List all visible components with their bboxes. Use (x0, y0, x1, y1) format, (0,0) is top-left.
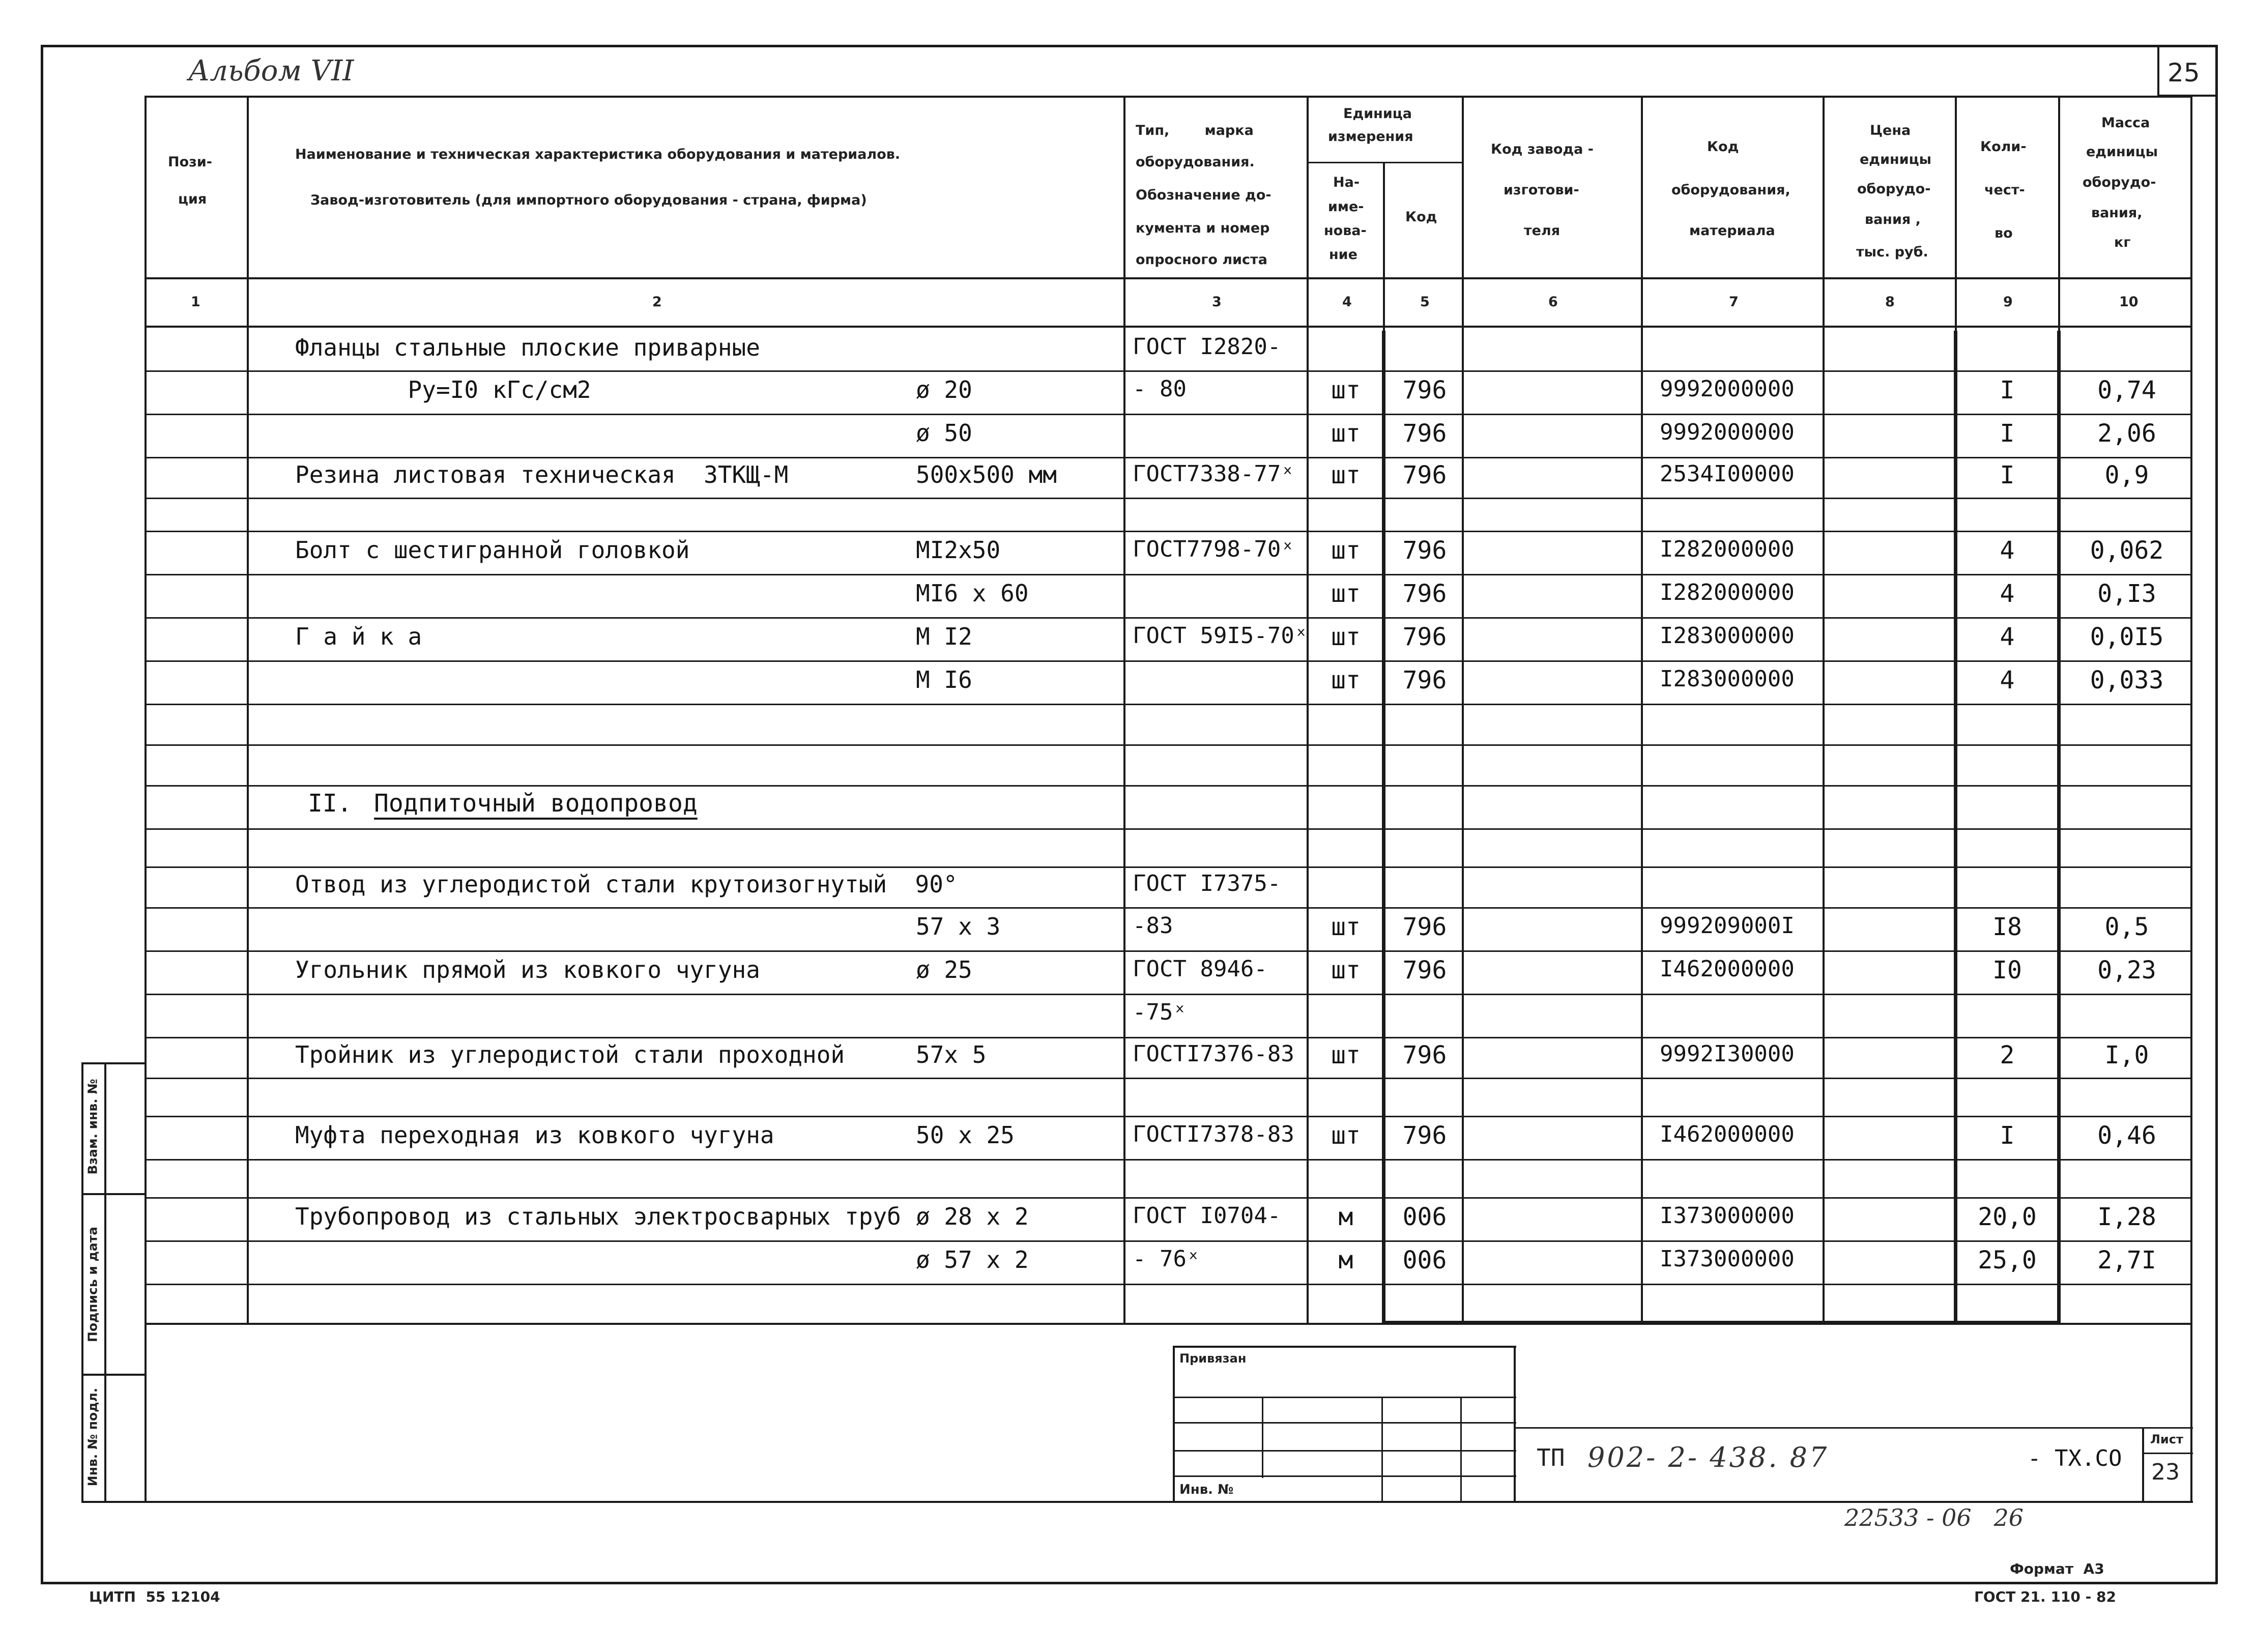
privyazan-col2 (1381, 1397, 1383, 1502)
row-separator (145, 1159, 2192, 1161)
cell-qty: I (2000, 376, 2015, 404)
cell-code: 796 (1402, 419, 1447, 448)
cell-mat: 999209000I (1660, 913, 1795, 939)
cell-doc: ГОСТ I0704- (1133, 1203, 1281, 1229)
col-line-7 (1823, 96, 1825, 1324)
hdr-col7-line3: материала (1689, 223, 1775, 239)
cell-mass: 0,I3 (2097, 579, 2156, 608)
row-separator (145, 1240, 2192, 1242)
cell-code: 796 (1402, 956, 1447, 984)
side-box-mid (104, 1062, 106, 1502)
cell-code: 796 (1402, 1041, 1447, 1069)
cell-size: ø 25 (916, 956, 972, 983)
cell-size: 500х500 мм (916, 461, 1057, 488)
hdr-col5: Код (1405, 209, 1437, 225)
outer-frame-bottom (41, 1582, 2217, 1584)
cell-name: Тройник из углеродистой стали проходной (295, 1041, 845, 1068)
hdr-col9-line2: чест- (1984, 182, 2025, 198)
cell-doc: ГОСТ 59I5-70ˣ (1133, 623, 1308, 649)
footer-gost: ГОСТ 21. 110 - 82 (1974, 1588, 2116, 1605)
cell-size: ø 20 (916, 376, 972, 403)
hdr-col4-line1: На- (1333, 175, 1360, 190)
hdr-col3-line3: Обозначение до- (1136, 187, 1272, 203)
footer-left: ЦИТП 55 12104 (89, 1588, 220, 1605)
cell-size: ø 28 х 2 (916, 1203, 1029, 1230)
cell-unit: шт (1331, 623, 1361, 651)
hdr-col10-line3: оборудо- (2083, 175, 2156, 190)
cell-doc: -83 (1133, 913, 1173, 939)
cell-unit: шт (1331, 956, 1361, 984)
privyazan-col1 (1262, 1397, 1263, 1478)
cell-code: 006 (1402, 1203, 1447, 1231)
cell-doc: ГОСТI7376-83 (1133, 1041, 1294, 1067)
hdr-col4-line3: нова- (1324, 223, 1367, 239)
colnum-10: 10 (2119, 294, 2139, 310)
cell-mat: I462000000 (1660, 956, 1795, 982)
hdr-col8-line5: тыс. руб. (1856, 244, 1928, 260)
hdr-col2-line1: Наименование и техническая характеристика оборудования и материалов. (295, 147, 901, 162)
row-separator (145, 498, 2192, 499)
col-line-6 (1641, 96, 1643, 1324)
hdr-col4-line2: име- (1328, 199, 1364, 215)
cell-mat: 9992000000 (1660, 376, 1795, 402)
col-line-10 (2190, 96, 2192, 1502)
cell-code: 796 (1402, 623, 1447, 651)
cell-qty: I8 (1992, 913, 2022, 941)
table-header-bottom (145, 277, 2192, 279)
cell-mass: 0,5 (2104, 913, 2149, 941)
doc-code: - ТХ.СО (2028, 1445, 2122, 1471)
cell-code: 796 (1402, 536, 1447, 565)
cell-qty: 4 (2000, 579, 2015, 608)
cell-qty: 20,0 (1978, 1203, 2037, 1231)
cell-qty: I (2000, 1121, 2015, 1150)
designation-prefix: ТП (1537, 1444, 1565, 1471)
hdr-unit-line1: Единица (1343, 106, 1412, 122)
row-separator (145, 457, 2192, 458)
outer-frame-right (2215, 45, 2218, 1584)
row-separator (145, 704, 2192, 705)
privyazan-label: Привязан (1179, 1351, 1247, 1366)
cell-doc: ГОСТ I2820- (1133, 334, 1281, 360)
privyazan-row2 (1173, 1422, 1516, 1424)
hdr-col9-line3: во (1995, 225, 2013, 241)
cell-mass: 0,9 (2104, 461, 2149, 489)
footer-format: Формат А3 (2010, 1560, 2104, 1577)
colnum-1: 1 (191, 294, 200, 310)
colnum-9: 9 (2003, 294, 2013, 310)
sheet-label: Лист (2150, 1432, 2183, 1446)
cell-name: Трубопровод из стальных электросварных труб (295, 1203, 901, 1230)
privyazan-col3 (1460, 1397, 1462, 1502)
cell-name: Г а й к а (295, 623, 422, 650)
hdr-col1-line2: ция (178, 191, 207, 207)
cell-mass: 0,062 (2090, 536, 2164, 565)
row-separator (145, 866, 2192, 868)
section-title: Подпиточный водопровод (374, 789, 698, 818)
inv-no-label: Инв. № (1179, 1482, 1234, 1497)
cell-qty: 2 (2000, 1041, 2015, 1069)
cell-code: 796 (1402, 666, 1447, 694)
hdr-col10-line1: Масса (2101, 115, 2150, 131)
cell-mat: I282000000 (1660, 536, 1795, 562)
cell-qty: 4 (2000, 623, 2015, 651)
cell-doc: ГОСТI7378-83 (1133, 1121, 1294, 1147)
hdr-col10-line4: вания, (2091, 205, 2143, 221)
cell-mass: I,28 (2097, 1203, 2156, 1231)
cell-mass: 0,0I5 (2090, 623, 2164, 651)
hdr-col1-line1: Пози- (168, 154, 212, 170)
cell-qty: 4 (2000, 536, 2015, 565)
cell-mass: 0,23 (2097, 956, 2156, 984)
row-separator (145, 785, 2192, 787)
hdr-col8-line4: вания , (1865, 212, 1921, 227)
colnum-8: 8 (1885, 294, 1895, 310)
hdr-col6-line1: Код завода - (1491, 141, 1594, 157)
album-label: Альбом VII (188, 54, 354, 88)
cell-size: 57х 5 (916, 1041, 987, 1068)
row-separator (145, 1116, 2192, 1117)
row-separator (145, 370, 2192, 372)
col-line-0 (145, 96, 147, 1502)
cell-unit: шт (1331, 1041, 1361, 1069)
row-separator (145, 950, 2192, 952)
row-separator (145, 574, 2192, 575)
row-separator (145, 907, 2192, 909)
cell-mass: 2,7I (2097, 1246, 2156, 1274)
side-label-inv-original: Инв. № подл. (85, 1387, 100, 1487)
row-separator (145, 994, 2192, 995)
row-separator (145, 1197, 2192, 1199)
cell-unit: шт (1331, 666, 1361, 694)
cell-mat: I283000000 (1660, 623, 1795, 649)
cell-size: ø 57 х 2 (916, 1246, 1029, 1273)
table-top (145, 96, 2192, 98)
cell-code: 796 (1402, 1121, 1447, 1150)
hdr-col10-line5: кг (2114, 235, 2131, 250)
cell-size: M I2 (916, 623, 972, 650)
cell-unit: м (1338, 1246, 1353, 1274)
side-box-div1 (81, 1193, 147, 1195)
cell-mat: I282000000 (1660, 579, 1795, 605)
cell-mat: I462000000 (1660, 1121, 1795, 1147)
cell-code: 796 (1402, 579, 1447, 608)
cell-size: ø 50 (916, 419, 972, 447)
colnum-6: 6 (1548, 294, 1558, 310)
cell-size: 57 х 3 (916, 913, 1001, 940)
cell-qty: I (2000, 419, 2015, 448)
cell-unit: шт (1331, 419, 1361, 448)
cell-code: 006 (1402, 1246, 1447, 1274)
cell-mat: I373000000 (1660, 1203, 1795, 1229)
cell-unit: шт (1331, 536, 1361, 565)
hdr-col3-line5: опросного листа (1136, 252, 1267, 268)
hdr-col3-line1: Тип, марка (1136, 123, 1254, 138)
row-separator (145, 1078, 2192, 1079)
hdr-col2-line2: Завод-изготовитель (для импортного оборудования - страна, фирма) (310, 192, 867, 208)
colnum-3: 3 (1212, 294, 1222, 310)
col-line-2 (1123, 96, 1125, 1324)
hdr-col10-line2: единицы (2086, 144, 2158, 160)
colnum-7: 7 (1729, 294, 1739, 310)
hdr-col8-line1: Цена (1870, 123, 1911, 138)
cell-doc: -75ˣ (1133, 999, 1187, 1025)
sheet-box-div (2142, 1453, 2193, 1454)
cell-qty: 25,0 (1978, 1246, 2037, 1274)
row-separator (145, 531, 2192, 532)
hdr-col8-line3: оборудо- (1857, 181, 1931, 197)
cell-unit: шт (1331, 913, 1361, 941)
privyazan-row3 (1173, 1450, 1516, 1452)
cell-unit: шт (1331, 461, 1361, 489)
page-number-box-left (2157, 45, 2159, 96)
cell-unit: м (1338, 1203, 1353, 1231)
cell-mass: 0,74 (2097, 376, 2156, 404)
cell-code: 796 (1402, 461, 1447, 489)
hdr-col4-line4: ние (1329, 247, 1357, 263)
cell-mass: 2,06 (2097, 419, 2156, 448)
cell-mat: I373000000 (1660, 1246, 1795, 1272)
cell-doc: ГОСТ 8946- (1133, 956, 1267, 982)
privyazan-box-right (1514, 1346, 1516, 1502)
outer-frame-top (41, 45, 2217, 47)
row-separator (145, 1037, 2192, 1038)
hdr-col3-line2: оборудования. (1136, 154, 1255, 170)
cell-doc: - 76ˣ (1133, 1246, 1200, 1272)
hdr-col8-line2: единицы (1860, 152, 1932, 167)
hdr-col6-line3: теля (1524, 223, 1561, 239)
cell-name: Болт с шестигранной головкой (295, 536, 690, 564)
cell-size: M I6 (916, 666, 972, 693)
sheet-box-left (2142, 1427, 2144, 1502)
cell-name: Ру=I0 кГс/см2 (295, 376, 591, 403)
row-separator (145, 617, 2192, 619)
title-box-top (1514, 1427, 2193, 1429)
page-number: 25 (2168, 58, 2200, 88)
row-separator (145, 414, 2192, 415)
cell-mat: 9992I30000 (1660, 1041, 1795, 1067)
section-number: II. (308, 789, 352, 818)
privyazan-row4 (1173, 1475, 1516, 1477)
outer-frame-left (41, 45, 43, 1584)
cell-mass: 0,033 (2090, 666, 2164, 694)
cell-mass: 0,46 (2097, 1121, 2156, 1150)
row-separator (145, 660, 2192, 662)
cell-mass: I,0 (2104, 1041, 2149, 1069)
cell-name: Резина листовая техническая ЗТКЩ-М (295, 461, 789, 488)
cell-code: 796 (1402, 376, 1447, 404)
hdr-unit-line2: измерения (1328, 129, 1413, 144)
cell-mat: I283000000 (1660, 666, 1795, 692)
cell-code: 796 (1402, 913, 1447, 941)
hdr-col7-line1: Код (1707, 139, 1739, 155)
colnum-4: 4 (1342, 294, 1352, 310)
cell-name: Фланцы стальные плоские приварные (295, 334, 760, 361)
col-line-1 (247, 96, 249, 1324)
cell-name: Отвод из углеродистой стали крутоизогнутый 90° (295, 871, 958, 898)
cell-doc: ГОСТ7798-70ˣ (1133, 536, 1294, 562)
side-label-signature-date: Подпись и дата (85, 1226, 100, 1343)
cell-doc: - 80 (1133, 376, 1187, 402)
cell-size: MI6 х 60 (916, 579, 1029, 607)
thick-row-bottom (1383, 1321, 2060, 1324)
colnum-2: 2 (652, 294, 662, 310)
privyazan-box-top (1173, 1346, 1516, 1348)
hdr-col9-line1: Коли- (1980, 139, 2027, 155)
row-separator (145, 828, 2192, 830)
cell-mat: 9992000000 (1660, 419, 1795, 445)
cell-doc: ГОСТ I7375- (1133, 871, 1281, 896)
cell-qty: 4 (2000, 666, 2015, 694)
side-label-replace-inv: Взам. инв. № (85, 1079, 100, 1175)
cell-name: Муфта переходная из ковкого чугуна (295, 1121, 774, 1149)
row-separator (145, 1284, 2192, 1285)
drawing-area-bottom (81, 1501, 2193, 1503)
cell-size: 50 х 25 (916, 1121, 1015, 1149)
cell-mat: 2534I00000 (1660, 461, 1795, 487)
cell-unit: шт (1331, 376, 1361, 404)
hdr-col7-line2: оборудования, (1671, 182, 1790, 198)
cell-unit: шт (1331, 1121, 1361, 1150)
cell-size: MI2х50 (916, 536, 1001, 564)
privyazan-box-left (1173, 1346, 1175, 1502)
cell-name: Угольник прямой из ковкого чугуна (295, 956, 760, 983)
unit-header-divider (1307, 162, 1462, 163)
cell-unit: шт (1331, 579, 1361, 608)
sheet-number: 23 (2151, 1459, 2180, 1485)
hdr-col6-line2: изготови- (1504, 182, 1579, 198)
cell-doc: ГОСТ7338-77ˣ (1133, 461, 1294, 487)
handwritten-note: 22533 - 06 26 (1844, 1504, 2024, 1531)
cell-qty: I (2000, 461, 2015, 489)
colnum-5: 5 (1420, 294, 1430, 310)
row-separator (145, 744, 2192, 746)
cell-qty: I0 (1992, 956, 2022, 984)
hdr-col3-line4: кумента и номер (1136, 220, 1270, 236)
privyazan-row1 (1173, 1397, 1516, 1398)
table-numbers-bottom (145, 326, 2192, 328)
side-box-left (81, 1062, 83, 1502)
designation-number: 902- 2- 438. 87 (1587, 1441, 1829, 1473)
